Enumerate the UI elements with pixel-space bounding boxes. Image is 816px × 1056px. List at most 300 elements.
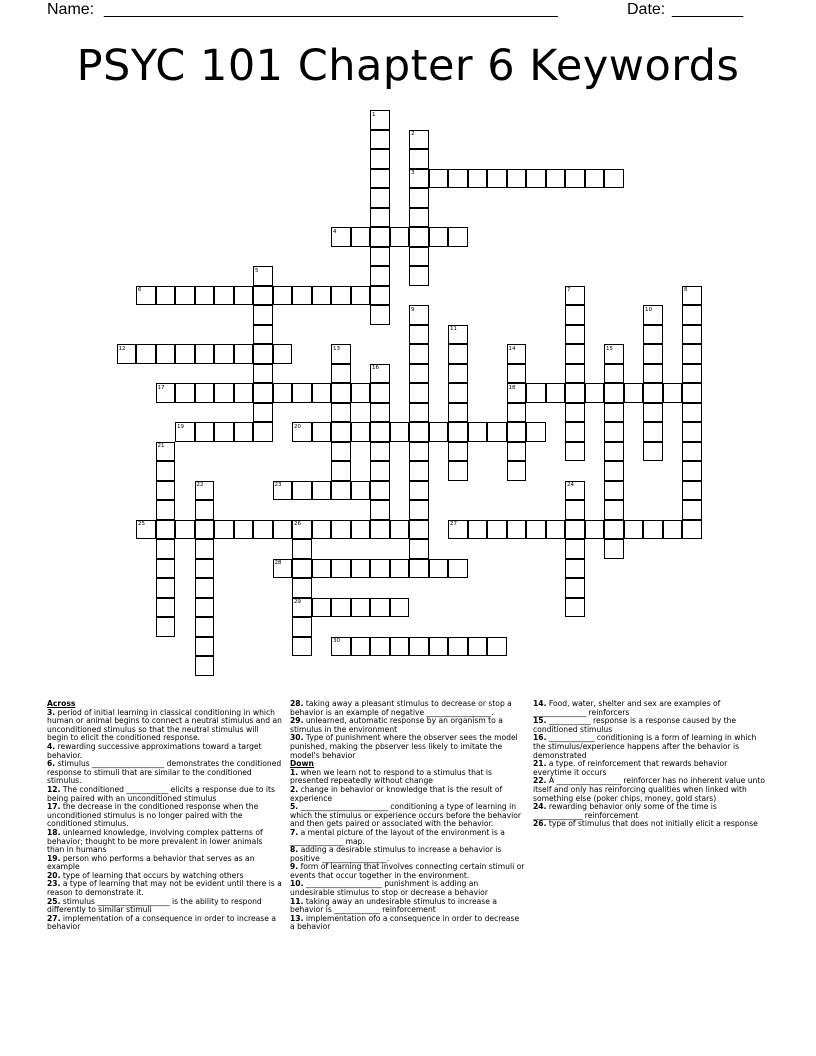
grid-cell[interactable] [312, 598, 332, 618]
grid-cell[interactable] [195, 637, 215, 657]
clue-number: 28 [274, 560, 282, 566]
grid-cell[interactable] [253, 403, 273, 423]
grid-cell[interactable] [487, 422, 507, 442]
grid-cell[interactable] [643, 442, 663, 462]
grid-cell[interactable] [234, 520, 254, 540]
clue-text: rewarding successive approximations toward a target behavior. [47, 741, 262, 760]
grid-cell[interactable] [273, 520, 293, 540]
grid-cell[interactable] [565, 383, 585, 403]
clue-text: a type. of reinforcement that rewards behavior everytime it occurs [533, 759, 728, 777]
grid-cell[interactable] [234, 286, 254, 306]
grid-cell[interactable] [429, 422, 449, 442]
clue-number: 10 [645, 306, 652, 313]
grid-cell[interactable] [682, 500, 702, 520]
grid-cell[interactable] [195, 539, 215, 559]
grid-cell[interactable] [448, 403, 468, 423]
grid-cell[interactable] [312, 286, 332, 306]
clue-text: form of learning that involves connecting certain stimuli or events that occur together in the environment. [290, 862, 525, 880]
clue-number-label: 23. [47, 879, 61, 889]
clue-item [290, 717, 525, 734]
date-label: Date: [627, 1, 666, 18]
grid-cell[interactable] [682, 442, 702, 462]
grid-cell[interactable] [682, 520, 702, 540]
grid-cell[interactable] [370, 227, 390, 247]
grid-cell[interactable] [292, 286, 312, 306]
clue-number: 6 [138, 287, 142, 293]
grid-cell[interactable] [195, 422, 215, 442]
grid-cell[interactable] [331, 364, 351, 384]
clue-number: 26 [294, 521, 301, 527]
grid-cell[interactable] [175, 383, 195, 403]
grid-cell[interactable] [370, 130, 390, 150]
grid-cell[interactable] [312, 520, 332, 540]
grid-cell[interactable] [507, 461, 527, 481]
grid-cell[interactable] [604, 422, 624, 442]
grid-cell[interactable] [390, 520, 410, 540]
clue-number: 13 [333, 345, 340, 352]
grid-cell[interactable] [331, 481, 351, 501]
grid-cell[interactable] [643, 364, 663, 384]
grid-cell[interactable] [195, 286, 215, 306]
clue-text: adding a desirable stimulus to increase a behavior is positive _________________. [290, 845, 502, 863]
grid-cell[interactable] [546, 383, 566, 403]
grid-cell[interactable] [370, 247, 390, 267]
clue-number: 29 [294, 599, 301, 605]
clue-item [290, 786, 525, 803]
grid-cell[interactable] [370, 208, 390, 228]
grid-cell[interactable] [253, 383, 273, 403]
grid-cell[interactable] [565, 500, 585, 520]
clue-number-label: 27. [47, 913, 61, 923]
clue-item [533, 777, 768, 803]
grid-cell[interactable] [507, 403, 527, 423]
grid-cell[interactable] [448, 461, 468, 481]
grid-cell[interactable] [331, 422, 351, 442]
grid-cell[interactable] [214, 286, 234, 306]
grid-cell[interactable] [175, 520, 195, 540]
grid-cell[interactable] [351, 559, 371, 579]
clue-number-label: 4. [47, 741, 56, 751]
grid-cell[interactable] [682, 422, 702, 442]
grid-cell[interactable] [604, 481, 624, 501]
grid-cell[interactable] [195, 500, 215, 520]
grid-cell[interactable] [351, 481, 371, 501]
grid-cell[interactable] [370, 286, 390, 306]
grid-cell[interactable] [331, 461, 351, 481]
grid-cell[interactable] [292, 539, 312, 559]
grid-cell[interactable] [234, 422, 254, 442]
grid-cell[interactable] [409, 149, 429, 169]
grid-cell[interactable] [331, 403, 351, 423]
grid-cell[interactable] [604, 539, 624, 559]
grid-cell[interactable] [409, 364, 429, 384]
grid-cell[interactable] [195, 617, 215, 637]
grid-cell[interactable] [468, 422, 488, 442]
grid-cell[interactable] [585, 383, 605, 403]
grid-cell[interactable] [526, 169, 546, 189]
grid-cell[interactable] [370, 598, 390, 618]
grid-cell[interactable] [643, 422, 663, 442]
grid-cell[interactable] [390, 637, 410, 657]
grid-cell[interactable] [390, 598, 410, 618]
grid-cell[interactable] [565, 422, 585, 442]
grid-cell[interactable] [331, 383, 351, 403]
grid-cell[interactable] [565, 442, 585, 462]
grid-cell[interactable] [604, 520, 624, 540]
grid-cell[interactable] [234, 383, 254, 403]
clue-number-label: 17. [47, 802, 61, 812]
grid-cell[interactable] [507, 520, 527, 540]
grid-cell[interactable] [331, 598, 351, 618]
grid-cell[interactable] [370, 305, 390, 325]
grid-cell[interactable] [253, 344, 273, 364]
grid-cell[interactable] [565, 559, 585, 579]
grid-cell[interactable] [370, 169, 390, 189]
grid-cell[interactable] [409, 383, 429, 403]
grid-cell[interactable] [409, 227, 429, 247]
grid-cell[interactable] [331, 442, 351, 462]
grid-cell[interactable] [351, 227, 371, 247]
grid-cell[interactable] [351, 598, 371, 618]
grid-cell[interactable] [487, 169, 507, 189]
grid-cell[interactable] [604, 403, 624, 423]
grid-cell[interactable] [565, 520, 585, 540]
grid-cell[interactable] [429, 637, 449, 657]
clue-text: A _________________ reinforcer has no inherent value unto itself and only has reinforcing qualities when linked with something else (poker chips, money, gold stars) [533, 776, 765, 803]
grid-cell[interactable] [409, 539, 429, 559]
grid-cell[interactable] [156, 617, 176, 637]
grid-cell[interactable] [253, 364, 273, 384]
grid-cell[interactable] [351, 520, 371, 540]
clue-item [533, 717, 768, 734]
grid-cell[interactable] [409, 461, 429, 481]
clue-number-label: 8. [290, 845, 299, 855]
grid-cell[interactable] [448, 344, 468, 364]
clue-number: 1 [372, 111, 376, 118]
grid-cell[interactable] [195, 559, 215, 579]
grid-cell[interactable] [156, 559, 176, 579]
clue-item [533, 700, 768, 717]
clue-number-label: 6. [47, 759, 56, 769]
grid-cell[interactable] [643, 403, 663, 423]
grid-cell[interactable] [214, 520, 234, 540]
clue-text: stimulus ___________________ demonstrates the conditioned response to stimuli that are similar to the conditioned stimulus. [47, 759, 282, 786]
clue-number: 2 [411, 131, 415, 137]
clue-number: 25 [138, 521, 145, 527]
grid-cell[interactable] [429, 227, 449, 247]
grid-cell[interactable] [156, 598, 176, 618]
grid-cell[interactable] [370, 422, 390, 442]
grid-cell[interactable] [409, 500, 429, 520]
grid-cell[interactable] [351, 637, 371, 657]
grid-cell[interactable] [448, 442, 468, 462]
grid-cell[interactable] [448, 422, 468, 442]
clue-item [290, 700, 525, 717]
grid-cell[interactable] [448, 169, 468, 189]
clue-text: a type of learning that may not be evident until there is a reason to demonstrate it. [47, 879, 282, 898]
grid-cell[interactable] [370, 461, 390, 481]
grid-cell[interactable] [370, 481, 390, 501]
clue-number: 30 [333, 638, 340, 644]
clue-text: type of stimulus that does not initially elicit a response [546, 819, 758, 829]
clue-number-label: 20. [47, 870, 61, 880]
grid-cell[interactable] [663, 520, 683, 540]
clue-number-label: 12. [47, 784, 61, 794]
grid-cell[interactable] [195, 656, 215, 676]
grid-cell[interactable] [682, 461, 702, 481]
clue-number-label: 25. [47, 896, 61, 906]
grid-cell[interactable] [195, 383, 215, 403]
grid-cell[interactable] [156, 520, 176, 540]
grid-cell[interactable] [429, 559, 449, 579]
clue-number-label: 1. [290, 767, 299, 777]
grid-cell[interactable] [273, 383, 293, 403]
clue-item [47, 743, 282, 760]
grid-cell[interactable] [565, 578, 585, 598]
grid-cell[interactable] [604, 383, 624, 403]
grid-cell[interactable] [351, 422, 371, 442]
grid-cell[interactable] [273, 344, 293, 364]
grid-cell[interactable] [370, 637, 390, 657]
grid-cell[interactable] [253, 286, 273, 306]
grid-cell[interactable] [604, 442, 624, 462]
grid-cell[interactable] [507, 442, 527, 462]
clue-number-label: 15. [533, 716, 547, 726]
clue-item [290, 863, 525, 880]
grid-cell[interactable] [292, 559, 312, 579]
grid-cell[interactable] [214, 344, 234, 364]
grid-cell[interactable] [292, 617, 312, 637]
grid-cell[interactable] [448, 559, 468, 579]
grid-cell[interactable] [663, 383, 683, 403]
clue-item [47, 760, 282, 786]
grid-cell[interactable] [682, 364, 702, 384]
grid-cell[interactable] [526, 383, 546, 403]
grid-cell[interactable] [448, 637, 468, 657]
grid-cell[interactable] [409, 442, 429, 462]
grid-cell[interactable] [195, 520, 215, 540]
grid-cell[interactable] [565, 598, 585, 618]
clue-item [533, 803, 768, 820]
clue-text: ____________ conditioning is a form of learning in which the stimulus/experience happens after the behavior is demonstrated [533, 733, 757, 760]
grid-cell[interactable] [331, 520, 351, 540]
grid-cell[interactable] [370, 383, 390, 403]
grid-cell[interactable] [565, 344, 585, 364]
grid-cell[interactable] [604, 500, 624, 520]
clue-item [290, 846, 525, 863]
clue-item [290, 898, 525, 915]
grid-cell[interactable] [585, 520, 605, 540]
clue-text: a mental picture of the layout of the environment is a ______________ map. [290, 827, 505, 846]
clue-text: type of learning that occurs by watching others [60, 870, 244, 880]
grid-cell[interactable] [312, 559, 332, 579]
grid-cell[interactable] [390, 559, 410, 579]
clue-number-label: 28. [290, 699, 304, 708]
grid-cell[interactable] [156, 539, 176, 559]
grid-cell[interactable] [682, 403, 702, 423]
grid-cell[interactable] [253, 325, 273, 345]
grid-cell[interactable] [409, 559, 429, 579]
clue-number-label: 19. [47, 853, 61, 863]
grid-cell[interactable] [409, 520, 429, 540]
grid-cell[interactable] [507, 169, 527, 189]
clue-item [47, 880, 282, 897]
grid-cell[interactable] [448, 383, 468, 403]
grid-cell[interactable] [253, 520, 273, 540]
grid-cell[interactable] [409, 481, 429, 501]
grid-cell[interactable] [370, 500, 390, 520]
clue-number: 22 [196, 482, 204, 488]
grid-cell[interactable] [370, 266, 390, 286]
clue-number: 11 [450, 326, 457, 332]
name-label: Name: [47, 1, 95, 18]
grid-cell[interactable] [409, 325, 429, 345]
grid-cell[interactable] [156, 500, 176, 520]
grid-cell[interactable] [565, 403, 585, 423]
grid-cell[interactable] [312, 422, 332, 442]
grid-cell[interactable] [643, 383, 663, 403]
grid-cell[interactable] [682, 481, 702, 501]
grid-cell[interactable] [507, 422, 527, 442]
clue-text: Type of punishment where the observer sees the model punished, making the pbserver less likely to imitate the model's behavior [290, 733, 518, 760]
grid-cell[interactable] [409, 403, 429, 423]
date-field[interactable]: ________ [672, 1, 744, 18]
name-field[interactable]: ___________________________________________________ [104, 1, 558, 18]
grid-cell[interactable] [156, 578, 176, 598]
clue-text: unlearned knowledge, involving complex patterns of behavior; thought to be more prevalent in lower animals than in humans [47, 827, 263, 855]
clue-number-label: 11. [290, 896, 304, 906]
grid-cell[interactable] [643, 344, 663, 364]
grid-cell[interactable] [448, 364, 468, 384]
grid-cell[interactable] [292, 578, 312, 598]
grid-cell[interactable] [409, 266, 429, 286]
grid-cell[interactable] [370, 442, 390, 462]
clue-text: Food, water, shelter and sex are examples of ______________ reinforcers [533, 699, 721, 717]
grid-cell[interactable] [604, 364, 624, 384]
grid-cell[interactable] [682, 344, 702, 364]
clue-text: taking away a pleasant stimulus to decrease or stop a behavior is an example of negative _________________. [290, 699, 512, 717]
grid-cell[interactable] [429, 169, 449, 189]
grid-cell[interactable] [351, 286, 371, 306]
clue-text: The conditioned ___________ elicits a response due to its being paired with an unconditioned stimulus [47, 784, 275, 803]
grid-cell[interactable] [156, 286, 176, 306]
grid-cell[interactable] [604, 169, 624, 189]
grid-cell[interactable] [214, 422, 234, 442]
grid-cell[interactable] [292, 383, 312, 403]
grid-cell[interactable] [468, 520, 488, 540]
grid-cell[interactable] [682, 325, 702, 345]
clue-number-label: 21. [533, 759, 547, 769]
clue-text: ___________ response is a response caused by the conditioned stimulus [533, 716, 737, 734]
grid-cell[interactable] [682, 305, 702, 325]
grid-cell[interactable] [195, 598, 215, 618]
grid-cell[interactable] [409, 188, 429, 208]
grid-cell[interactable] [565, 364, 585, 384]
grid-cell[interactable] [234, 344, 254, 364]
clue-text: _______________________ conditioning a type of learning in which the stimulus or experience occurs before the behavior and then gets paired or associated with the behavior. [290, 802, 522, 829]
grid-cell[interactable] [390, 422, 410, 442]
grid-cell[interactable] [331, 559, 351, 579]
grid-cell[interactable] [585, 169, 605, 189]
clues-column-3 [533, 700, 768, 829]
grid-cell[interactable] [331, 286, 351, 306]
grid-cell[interactable] [175, 344, 195, 364]
grid-cell[interactable] [624, 520, 644, 540]
clue-number: 19 [177, 423, 184, 430]
grid-cell[interactable] [565, 169, 585, 189]
clue-number: 27 [450, 521, 457, 527]
grid-cell[interactable] [546, 520, 566, 540]
clue-item [47, 709, 282, 743]
grid-cell[interactable] [370, 188, 390, 208]
clue-text: ____________________ punishment is adding an undesirable stimulus to stop or decrease a behavior [290, 879, 488, 898]
grid-cell[interactable] [351, 383, 371, 403]
grid-cell[interactable] [487, 637, 507, 657]
grid-cell[interactable] [409, 637, 429, 657]
grid-cell[interactable] [253, 422, 273, 442]
grid-cell[interactable] [312, 383, 332, 403]
grid-cell[interactable] [526, 520, 546, 540]
grid-cell[interactable] [507, 364, 527, 384]
grid-cell[interactable] [682, 383, 702, 403]
grid-cell[interactable] [448, 227, 468, 247]
grid-cell[interactable] [156, 344, 176, 364]
grid-cell[interactable] [565, 305, 585, 325]
clue-number: 23 [274, 482, 282, 488]
grid-cell[interactable] [624, 383, 644, 403]
clue-text: period of initial learning in classical conditioning in which human or animal begins to connect a neutral stimulus and an unconditioned stimulus so that the neutral stimulus will begin to elicit the conditioned response. [47, 707, 282, 743]
grid-cell[interactable] [390, 227, 410, 247]
grid-cell[interactable] [604, 461, 624, 481]
grid-cell[interactable] [643, 520, 663, 540]
grid-cell[interactable] [253, 305, 273, 325]
grid-cell[interactable] [487, 520, 507, 540]
grid-cell[interactable] [409, 422, 429, 442]
grid-cell[interactable] [409, 208, 429, 228]
clue-item [290, 915, 525, 932]
grid-cell[interactable] [468, 169, 488, 189]
grid-cell[interactable] [565, 539, 585, 559]
grid-cell[interactable] [370, 520, 390, 540]
grid-cell[interactable] [195, 578, 215, 598]
grid-cell[interactable] [312, 481, 332, 501]
clue-item [47, 855, 282, 872]
clue-item [290, 734, 525, 760]
grid-cell[interactable] [195, 344, 215, 364]
grid-cell[interactable] [136, 344, 156, 364]
grid-cell[interactable] [156, 481, 176, 501]
grid-cell[interactable] [526, 422, 546, 442]
grid-cell[interactable] [156, 461, 176, 481]
grid-cell[interactable] [565, 325, 585, 345]
grid-cell[interactable] [370, 559, 390, 579]
grid-cell[interactable] [175, 286, 195, 306]
grid-cell[interactable] [643, 325, 663, 345]
clue-number: 20 [294, 423, 301, 430]
grid-cell[interactable] [370, 403, 390, 423]
grid-cell[interactable] [214, 383, 234, 403]
grid-cell[interactable] [409, 344, 429, 364]
clue-number-label: 14. [533, 699, 547, 708]
clue-item [290, 769, 525, 786]
grid-cell[interactable] [292, 637, 312, 657]
grid-cell[interactable] [546, 169, 566, 189]
grid-cell[interactable] [370, 149, 390, 169]
grid-cell[interactable] [468, 637, 488, 657]
grid-cell[interactable] [409, 247, 429, 267]
grid-cell[interactable] [273, 286, 293, 306]
grid-cell[interactable] [292, 481, 312, 501]
